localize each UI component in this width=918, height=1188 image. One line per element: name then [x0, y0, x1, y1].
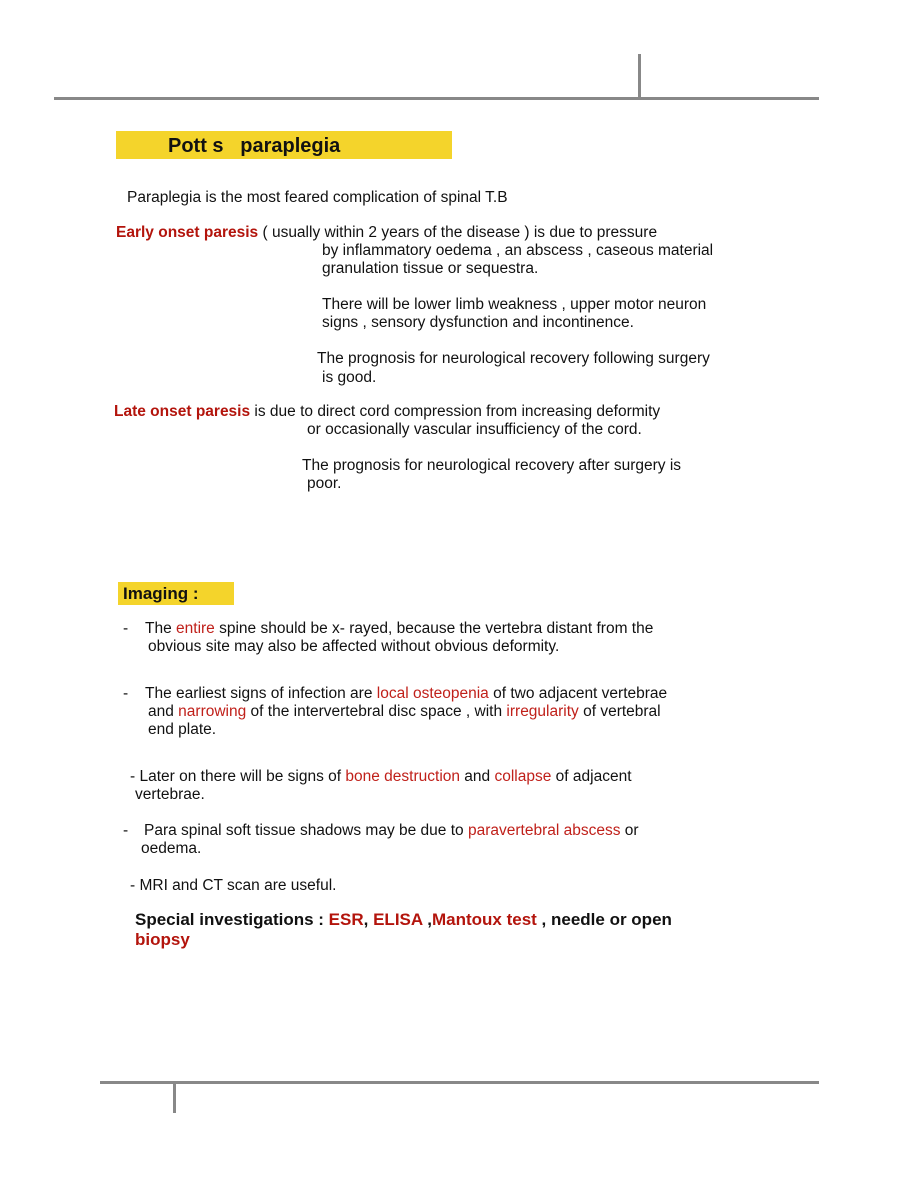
- text-run: ,: [363, 910, 374, 929]
- text-run: The earliest signs of infection are: [145, 685, 377, 702]
- header-rule: [54, 97, 819, 100]
- imaging-bullet-4-dash: -: [123, 822, 129, 839]
- intro-text: Paraplegia is the most feared complication of spinal T.B: [127, 189, 508, 206]
- text-run: ,: [422, 910, 432, 929]
- imaging-bullet-4-line-2: oedema.: [141, 840, 202, 857]
- early-onset-line-2: by inflammatory oedema , an abscess , caseous material: [322, 242, 714, 259]
- imaging-bullet-1-dash: -: [123, 620, 129, 637]
- highlight-term: irregularity: [506, 703, 579, 720]
- imaging-bullet-5: - MRI and CT scan are useful.: [130, 877, 337, 894]
- early-onset-line-5: signs , sensory dysfunction and incontinence.: [322, 314, 634, 331]
- late-onset-line-4: poor.: [307, 475, 342, 492]
- imaging-bullet-3-line-2: vertebrae.: [135, 786, 205, 803]
- highlight-term: local osteopenia: [376, 685, 489, 702]
- text-run: and: [148, 703, 179, 720]
- early-onset-line-7: is good.: [322, 369, 377, 386]
- imaging-bullet-2-line-1: [145, 685, 667, 704]
- text-run: spine should be x- rayed, because the vertebra distant from the: [214, 620, 654, 637]
- imaging-bullet-3-line-1: [130, 768, 632, 787]
- text-run: The: [145, 620, 177, 637]
- highlight-term: paravertebral abscess: [467, 822, 621, 839]
- imaging-bullet-1-line-2: obvious site may also be affected without obvious deformity.: [148, 638, 560, 655]
- footer-divider: [173, 1083, 176, 1113]
- highlight-term: bone destruction: [345, 768, 460, 785]
- highlight-term: narrowing: [178, 703, 247, 720]
- highlight-term: collapse: [494, 768, 552, 785]
- text-run: of vertebral: [578, 703, 661, 720]
- early-onset-line-4: There will be lower limb weakness , upper motor neuron: [322, 296, 707, 313]
- page-title: Pott s paraplegia: [168, 135, 341, 157]
- text-run: of the intervertebral disc space , with: [246, 703, 507, 720]
- late-onset-line-3: The prognosis for neurological recovery after surgery is: [302, 457, 682, 474]
- text-run: and: [460, 768, 495, 785]
- early-onset-line-3: granulation tissue or sequestra.: [322, 260, 539, 277]
- elisa-term: ELISA: [373, 910, 423, 929]
- esr-term: ESR: [328, 910, 364, 929]
- text-run: , needle or open: [536, 910, 672, 929]
- early-onset-text: ( usually within 2 years of the disease ) is due to pressure: [258, 224, 658, 241]
- imaging-bullet-2-line-3: end plate.: [148, 721, 217, 738]
- imaging-heading: Imaging :: [123, 584, 199, 603]
- early-onset-line-6: The prognosis for neurological recovery following surgery: [317, 350, 710, 367]
- imaging-bullet-2-line-2: [148, 703, 661, 722]
- late-onset-text: is due to direct cord compression from increasing deformity: [250, 403, 661, 420]
- text-run: of adjacent: [551, 768, 632, 785]
- footer-rule: [100, 1081, 819, 1084]
- text-run: Para spinal soft tissue shadows may be due to: [144, 822, 468, 839]
- special-investigations-line-1: [135, 910, 672, 930]
- early-onset-line-1: [116, 224, 657, 243]
- mantoux-term: Mantoux test: [431, 910, 537, 929]
- imaging-bullet-4-line-1: [144, 822, 639, 841]
- imaging-bullet-1-line-1: [145, 620, 653, 639]
- early-onset-label: Early onset paresis: [116, 224, 259, 241]
- text-run: or: [620, 822, 639, 839]
- biopsy-term: biopsy: [135, 930, 190, 949]
- late-onset-line-1: [114, 403, 660, 422]
- special-label: Special investigations :: [135, 910, 329, 929]
- highlight-term: entire: [176, 620, 215, 637]
- imaging-bullet-2-dash: -: [123, 685, 129, 702]
- header-divider: [638, 54, 641, 98]
- late-onset-line-2: or occasionally vascular insufficiency of the cord.: [307, 421, 642, 438]
- text-run: of two adjacent vertebrae: [488, 685, 668, 702]
- text-run: - Later on there will be signs of: [130, 768, 346, 785]
- late-onset-label: Late onset paresis: [114, 403, 251, 420]
